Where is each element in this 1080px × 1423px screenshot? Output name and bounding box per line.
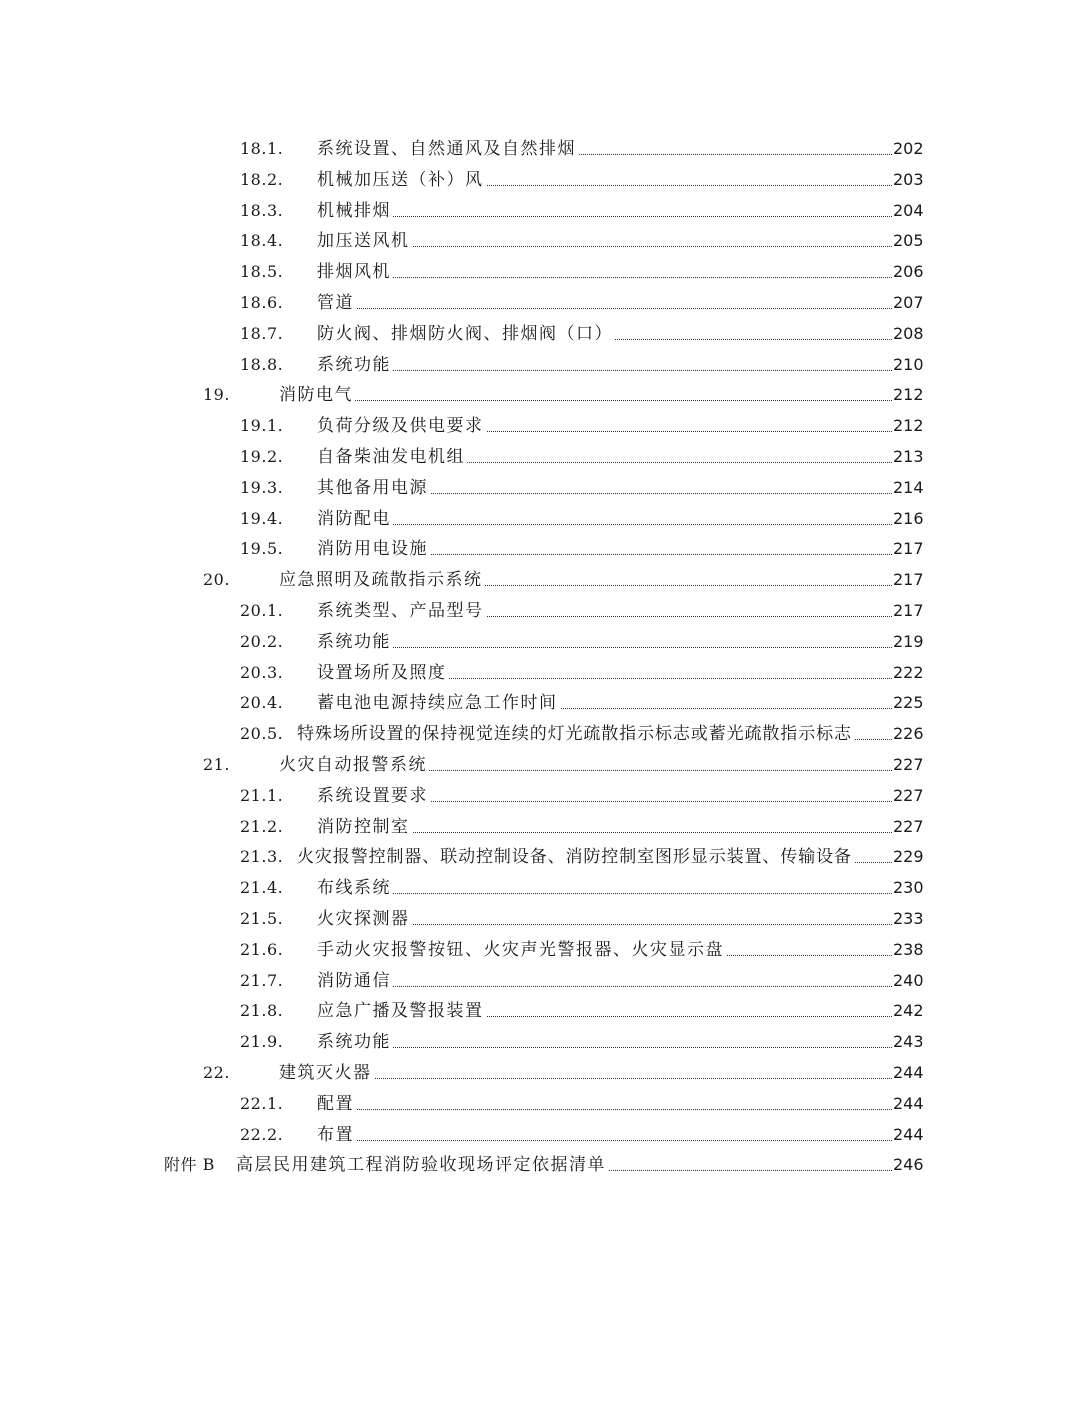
toc-entry-page: 217 [893,596,924,627]
toc-entry-number: 18.6. [240,292,284,312]
toc-entry[interactable] [0,935,1080,966]
toc-entry-number: 21.3. [240,847,284,867]
toc-entry[interactable] [0,411,1080,442]
toc-entry-number: 21.5. [240,908,284,928]
toc-entry-number: 19.5. [240,539,284,559]
toc-entry[interactable] [0,350,1080,381]
dot-leader [317,893,892,894]
dot-leader [317,647,892,648]
toc-entry-title: 机械排烟 [317,196,393,227]
toc-entry-number: 21.2. [240,816,284,836]
toc-entry[interactable] [0,319,1080,350]
toc-entry[interactable] [0,904,1080,935]
toc-entry-number: 19.3. [240,477,284,497]
toc-entry-title: 应急广播及警报装置 [317,996,486,1027]
toc-entry-number: 20.4. [240,693,284,713]
toc-entry-page: 206 [893,257,924,288]
toc-entry-page: 202 [893,134,924,165]
toc-entry-page: 210 [893,350,924,381]
toc-entry-page: 229 [893,842,924,873]
toc-entry-number: 20.1. [240,600,284,620]
toc-entry-title: 布置 [317,1120,356,1151]
toc-entry-title: 蓄电池电源持续应急工作时间 [317,688,560,719]
toc-entry-number: 22.2. [240,1124,284,1144]
toc-entry-number: 20.5. [240,724,284,744]
toc-entry-title: 消防配电 [317,504,393,535]
toc-entry-title: 自备柴油发电机组 [317,442,467,473]
toc-entry-page: 225 [893,688,924,719]
toc-entry-title: 火灾报警控制器、联动控制设备、消防控制室图形显示装置、传输设备 [297,842,854,873]
toc-entry[interactable] [0,442,1080,473]
toc-entry-title: 消防电气 [279,380,355,411]
toc-entry[interactable] [0,196,1080,227]
toc-entry-page: 217 [893,565,924,596]
toc-entry[interactable] [0,504,1080,535]
toc-entry[interactable] [0,688,1080,719]
toc-entry-number: 21. [203,754,230,774]
toc-entry[interactable] [0,257,1080,288]
toc-entry-page: 233 [893,904,924,935]
dot-leader [317,986,892,987]
toc-entry-title: 加压送风机 [317,226,412,257]
toc-entry-number: 19. [203,385,230,405]
toc-entry-number: 21.7. [240,970,284,990]
toc-entry-title: 系统设置、自然通风及自然排烟 [317,134,578,165]
dot-leader [317,370,892,371]
toc-entry-title: 配置 [317,1089,356,1120]
toc-entry-page: 214 [893,473,924,504]
toc-entry-title: 系统功能 [317,627,393,658]
toc-entry-page: 244 [893,1058,924,1089]
toc-entry-title: 手动火灾报警按钮、火灾声光警报器、火灾显示盘 [317,935,726,966]
toc-entry-page: 227 [893,812,924,843]
toc-entry-number: 18.8. [240,354,284,374]
toc-entry[interactable] [0,1027,1080,1058]
toc-entry-number: 18.2. [240,169,284,189]
toc-entry-title: 负荷分级及供电要求 [317,411,486,442]
toc-entry-page: 212 [893,380,924,411]
toc-entry-number: 19.1. [240,416,284,436]
dot-leader [317,1047,892,1048]
toc-entry[interactable] [0,288,1080,319]
toc-entry[interactable] [0,1089,1080,1120]
toc-entry-page: 216 [893,504,924,535]
toc-entry[interactable] [0,781,1080,812]
dot-leader [317,524,892,525]
toc-entry-number: 18.7. [240,323,284,343]
toc-entry-page: 244 [893,1089,924,1120]
toc-entry-title: 管道 [317,288,356,319]
toc-entry[interactable] [0,627,1080,658]
toc-entry[interactable] [0,812,1080,843]
toc-entry-title: 系统类型、产品型号 [317,596,486,627]
toc-entry-title: 特殊场所设置的保持视觉连续的灯光疏散指示标志或蓄光疏散指示标志 [297,719,854,750]
toc-entry-number: 附件 B [164,1155,215,1175]
toc-entry-title: 排烟风机 [317,257,393,288]
toc-entry-title: 其他备用电源 [317,473,430,504]
toc-entry-number: 20. [203,570,230,590]
toc-entry-title: 应急照明及疏散指示系统 [279,565,485,596]
toc-entry-number: 21.8. [240,1001,284,1021]
dot-leader [317,216,892,217]
toc-entry-page: 217 [893,534,924,565]
dot-leader [317,1140,892,1141]
toc-entry-page: 227 [893,781,924,812]
toc-entry-number: 19.4. [240,508,284,528]
toc-entry-page: 204 [893,196,924,227]
toc-entry-title: 建筑灭火器 [279,1058,374,1089]
toc-entry-number: 21.4. [240,878,284,898]
toc-entry-title: 消防通信 [317,966,393,997]
toc-entry-page: 242 [893,996,924,1027]
toc-entry-title: 消防控制室 [317,812,412,843]
toc-entry-page: 208 [893,319,924,350]
toc-entry-title: 布线系统 [317,873,393,904]
toc-entry-page: 227 [893,750,924,781]
toc-entry-number: 20.3. [240,662,284,682]
toc-entry-title: 系统功能 [317,350,393,381]
toc-entry-number: 18.3. [240,200,284,220]
toc-entry-page: 230 [893,873,924,904]
toc-entry-page: 212 [893,411,924,442]
toc-entry[interactable] [0,1150,1080,1181]
toc-entry-title: 系统功能 [317,1027,393,1058]
toc-entry-page: 203 [893,165,924,196]
toc-entry-number: 18.5. [240,262,284,282]
toc-entry-number: 21.1. [240,785,284,805]
toc-entry-page: 244 [893,1120,924,1151]
toc-entry-title: 高层民用建筑工程消防验收现场评定依据清单 [236,1150,608,1181]
toc-entry-page: 222 [893,658,924,689]
toc-entry-title: 消防用电设施 [317,534,430,565]
toc-entry-page: 238 [893,935,924,966]
dot-leader [317,1109,892,1110]
toc-entry-title: 防火阀、排烟防火阀、排烟阀（口） [317,319,615,350]
toc-entry-number: 18.4. [240,231,284,251]
toc-entry-number: 21.9. [240,1032,284,1052]
toc-entry[interactable] [0,873,1080,904]
toc-entry-title: 火灾自动报警系统 [279,750,429,781]
toc-entry-number: 18.1. [240,139,284,158]
toc-entry[interactable] [0,565,1080,596]
toc-entry[interactable] [0,134,1080,165]
toc-entry[interactable] [0,1120,1080,1151]
toc-entry-title: 火灾探测器 [317,904,412,935]
dot-leader [279,400,892,401]
toc-entry[interactable] [0,1058,1080,1089]
toc-entry-page: 240 [893,966,924,997]
toc-entry[interactable] [0,719,1080,750]
toc-entry-page: 226 [893,719,924,750]
toc-entry[interactable] [0,658,1080,689]
toc-entry-title: 机械加压送（补）风 [317,165,486,196]
toc-entry[interactable] [0,380,1080,411]
toc-entry-page: 205 [893,226,924,257]
toc-entry[interactable] [0,750,1080,781]
toc-entry-title: 设置场所及照度 [317,658,449,689]
toc-entry-page: 219 [893,627,924,658]
toc-entry-page: 207 [893,288,924,319]
toc-entry-page: 243 [893,1027,924,1058]
toc-entry-number: 22. [203,1062,230,1082]
toc-entry[interactable] [0,996,1080,1027]
toc-entry[interactable] [0,966,1080,997]
toc-entry[interactable] [0,534,1080,565]
toc-entry-title: 系统设置要求 [317,781,430,812]
toc-entry[interactable] [0,596,1080,627]
table-of-contents [0,134,1080,1181]
toc-entry-number: 20.2. [240,631,284,651]
toc-entry-number: 21.6. [240,939,284,959]
dot-leader [317,277,892,278]
dot-leader [317,308,892,309]
toc-entry[interactable] [0,842,1080,873]
toc-entry-number: 22.1. [240,1093,284,1113]
toc-entry-page: 246 [893,1150,924,1181]
toc-entry[interactable] [0,226,1080,257]
toc-entry-number: 19.2. [240,446,284,466]
toc-entry[interactable] [0,165,1080,196]
toc-entry[interactable] [0,473,1080,504]
toc-entry-page: 213 [893,442,924,473]
